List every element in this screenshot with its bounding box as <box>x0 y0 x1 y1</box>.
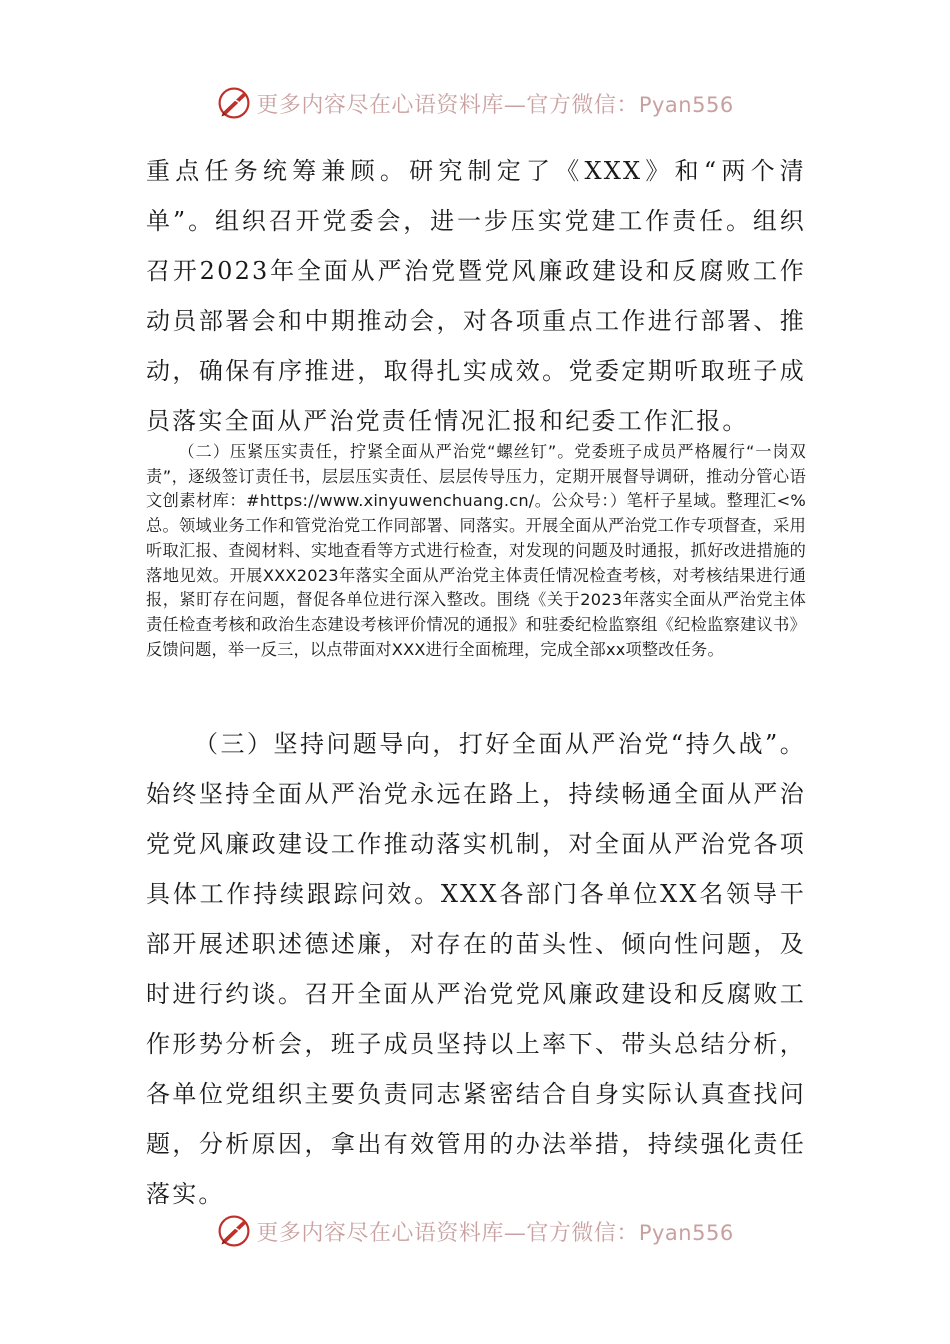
footer-banner <box>0 1206 950 1256</box>
pen-logo-icon <box>216 85 252 121</box>
footer-banner-text: 更多内容尽在心语资料库—官方微信：Pyan556 <box>256 1220 734 1246</box>
paragraph-2: （二）压紧压实责任，拧紧全面从严治党“螺丝钉”。党委班子成员严格履行“一岗双责”，逐级签订责任书，层层压实责任、层层传导压力，定期开展督导调研，推动分管心语文创素材库：#https://www.xinyuwenchuang.cn/。公众号：）笔杆子星域。整理汇<%总。领域业务工作和管党治党工作同部署、同落实。开展全面从严治党工作专项督查，采用听取汇报、查阅材料、实地查看等方式进行检查，对发现的问题及时通报，抓好改进措施的落地见效。开展XXX2023年落实全面从严治党主体责任情况检查考核，对考核结果进行通报，紧盯存在问题，督促各单位进行深入整改。围绕《关于2023年落实全面从严治党主体责任检查考核和政治生态建设考核评价情况的通报》和驻委纪检监察组《纪检监察建议书》反馈问题，举一反三，以点带面对XXX进行全面梳理，完成全部xx项整改任务。 <box>146 442 806 659</box>
header-banner-text: 更多内容尽在心语资料库—官方微信：Pyan556 <box>256 92 734 118</box>
pen-logo-icon <box>216 1213 252 1249</box>
paragraph-1: 重点任务统筹兼顾。研究制定了《XXX》和“两个清单”。组织召开党委会，进一步压实党建工作责任。组织召开2023年全面从严治党暨党风廉政建设和反腐败工作动员部署会和中期推动会，对各项重点工作进行部署、推动，确保有序推进，取得扎实成效。党委定期听取班子成员落实全面从严治党责任情况汇报和纪委工作汇报。 <box>146 157 806 435</box>
header-banner <box>0 78 950 128</box>
paragraph-3: （三）坚持问题导向，打好全面从严治党“持久战”。始终坚持全面从严治党永远在路上，持续畅通全面从严治党党风廉政建设工作推动落实机制，对全面从严治党各项具体工作持续跟踪问效。XXX各部门各单位XX名领导干部开展述职述德述廉，对存在的苗头性、倾向性问题，及时进行约谈。召开全面从严治党党风廉政建设和反腐败工作形势分析会，班子成员坚持以上率下、带头总结分析，各单位党组织主要负责同志紧密结合自身实际认真查找问题，分析原因，拿出有效管用的办法举措，持续强化责任落实。 <box>146 730 806 1208</box>
